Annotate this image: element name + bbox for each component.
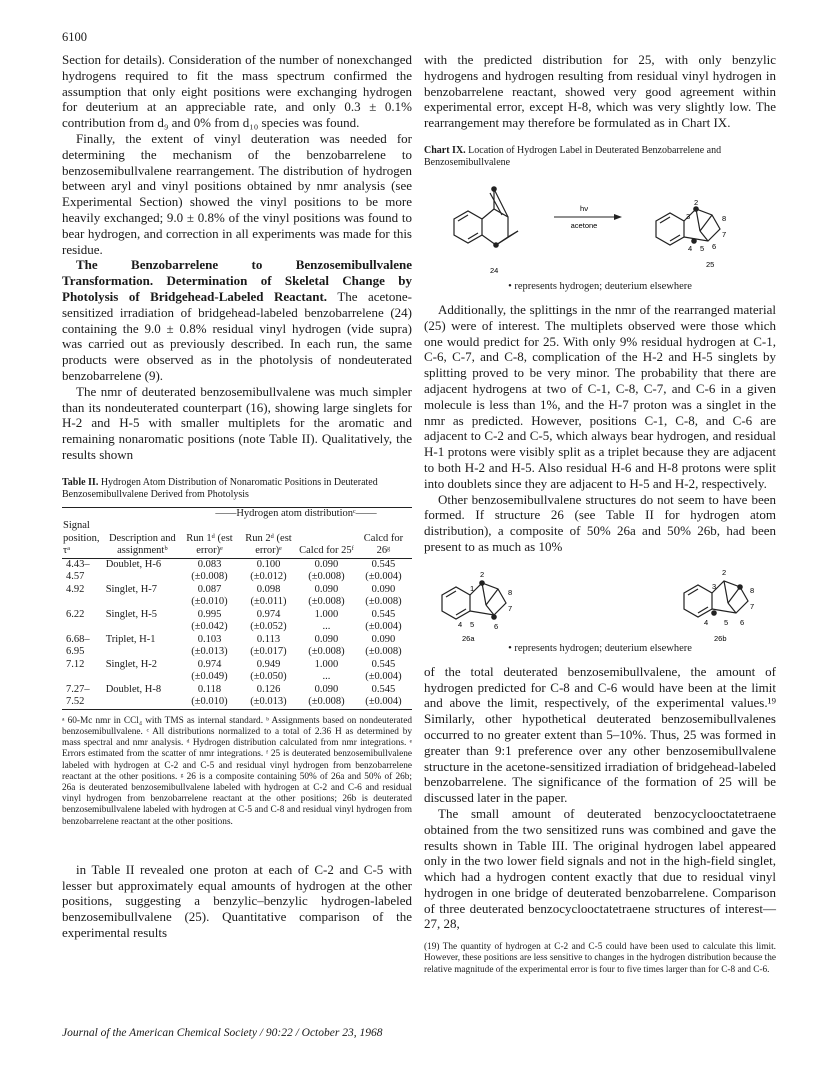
table-cell: Singlet, H-2 [105, 658, 158, 670]
table-cell: (±0.008) [191, 571, 228, 583]
page-number: 6100 [62, 30, 87, 44]
table-row [62, 558, 412, 571]
table-cell: 0.098 [256, 583, 281, 595]
svg-text:2: 2 [722, 567, 727, 577]
table-row [62, 696, 412, 709]
svg-text:5: 5 [470, 619, 475, 629]
table-cell: ... [322, 671, 331, 683]
table-cell: (±0.013) [239, 696, 298, 709]
table-cell: 0.118 [197, 683, 222, 695]
table-cell: 1.000 [314, 608, 339, 620]
table-cell: 0.103 [197, 633, 222, 645]
table-cell: (±0.008) [365, 646, 402, 658]
table-cell: 0.090 [314, 558, 339, 570]
table-cell: (±0.049) [191, 671, 228, 683]
table-row [62, 609, 412, 622]
table-cell: (±0.008) [298, 696, 355, 709]
table-cell: (±0.004) [365, 671, 402, 683]
chart-ix [424, 171, 776, 281]
table-cell: 0.974 [197, 658, 222, 670]
table-cell: 0.126 [256, 683, 281, 695]
svg-text:8: 8 [722, 213, 727, 223]
table-cell [105, 646, 180, 659]
benzobarrelene-structure [454, 187, 518, 247]
table-row [62, 671, 412, 684]
svg-text:8: 8 [508, 587, 513, 597]
table-cell: 0.545 [371, 683, 396, 695]
table-cell [105, 671, 180, 684]
paragraph: The nmr of deuterated benzosemibullvalene was much simpler than its nondeuterated counterpart (16), showing large singlets for H-2 and H-5 with smaller multiplets for the aromatic and remaining nonaromatic positions (note Table II). Qualitatively, the results shown [62, 383, 412, 462]
svg-text:5: 5 [700, 243, 705, 253]
structures-26 [424, 561, 776, 643]
table-row [62, 596, 412, 609]
table-row [62, 621, 412, 634]
table-cell: (±0.004) [355, 696, 412, 709]
svg-text:6: 6 [494, 621, 499, 631]
table-cell: 7.12 [66, 658, 85, 670]
table-cell: ... [322, 621, 331, 633]
table-cell: 0.090 [371, 583, 396, 595]
hydrogen-distribution-table [62, 507, 412, 710]
section-paragraph [62, 257, 412, 383]
svg-text:7: 7 [750, 601, 755, 611]
arrow-label-bottom: acetone [570, 220, 598, 230]
table-cell: 7.52 [62, 696, 105, 709]
table-cell: 1.000 [314, 658, 339, 670]
table-caption-text: Hydrogen Atom Distribution of Nonaromatic Positions in Deuterated Benzosemibullvalene Derived from Photolysis [62, 476, 378, 500]
journal-footer: Journal of the American Chemical Society / 90:22 / October 23, 1968 [62, 1027, 383, 1039]
table-header: Calcd for 25ᶠ [298, 520, 355, 558]
paragraph: in Table II revealed one proton at each of C-2 and C-5 with lesser but approximately equal amounts of hydrogen at the other positions, suggesting a benzylic–benzylic hydrogen-labeled benzosemibullvalene (25). Quantitative comparison of the experimental results [62, 861, 412, 940]
table-cell: 0.949 [256, 658, 281, 670]
table-body [62, 558, 412, 709]
table-cell [105, 571, 180, 584]
paragraph: Other benzosemibullvalene structures do not seem to have been formed. If structure 26 (see Table II for hydrogen atom distribution), a composite of 50% 26a and 50% 26b, had been present to as much as 10% [424, 491, 776, 554]
svg-text:7: 7 [508, 603, 513, 613]
table-cell: 0.090 [314, 683, 339, 695]
arrow-label-top: hν [580, 203, 588, 213]
table-row [62, 659, 412, 672]
table-cell: (±0.017) [250, 646, 287, 658]
table-cell: 0.100 [256, 558, 281, 570]
table-cell: 6.22 [66, 608, 85, 620]
table-row [62, 571, 412, 584]
table-cell: 4.43– [66, 558, 90, 570]
footnote: (19) The quantity of hydrogen at C-2 and C-5 could have been used to calculate this limit. However, these positions are less sensitive to changes in the hydrogen distribution because the relative magnitude of the experimental error is four to five times larger than for C-8 and C-6. [424, 942, 776, 975]
table-cell: 6.68– [66, 633, 90, 645]
paragraph: Additionally, the splittings in the nmr of the rearranged material (25) were of interest. The multiplets observed were those which one would predict for 25. With only 9% residual hydrogen at C-1, C-6, C-7, and C-8, complication of the H-2 and H-5 singlets by splitting proved to be very minor. The probability that there are adjacent hydrogens at two of C-1, C-8, C-7, and C-6 in a given molecule is less than 1%, and the H-7 proton was a singlet in the nmr as predicted. However, positions C-1, C-8, and C-6 are adjacent to C-2 and C-5, which always bear hydrogen, and residual H-1 protons were visibly split as a triplet because they are adjacent to both H-2 and H-5. Also residual H-6 and H-8 protons were split into doublets since they are adjacent to H-5 and H-2, respectively. [424, 301, 776, 491]
compound-label: 26b [714, 633, 727, 643]
table-cell: (±0.008) [365, 596, 402, 608]
section-heading: The Benzobarrelene to Benzosemibullvalene Transformation. Determination of Skeletal Change by Photolysis of Bridgehead-Labeled Reactant. [62, 257, 412, 304]
paragraph: Finally, the extent of vinyl deuteration was needed for determining the mechanism of the benzobarrelene to benzosemibullvalene rearrangement. The distribution of hydrogen between aryl and vinyl positions obtained by nmr analysis (see Experimental Section) showed the vinyl positions to be more heavily exchanged; 9.0 ± 0.8% of the vinyl positions was found to bear hydrogen, and correction in all experiments was made for this residue. [62, 130, 412, 257]
table-cell: 0.545 [371, 658, 396, 670]
table-cell: (±0.013) [191, 646, 228, 658]
table-cell: 0.083 [197, 558, 222, 570]
table-header: Signal position, τᵃ [62, 520, 105, 558]
svg-text:4: 4 [458, 619, 463, 629]
svg-text:1: 1 [470, 583, 475, 593]
svg-text:7: 7 [722, 229, 727, 239]
table-cell: 0.113 [256, 633, 281, 645]
table-cell: Singlet, H-7 [105, 583, 158, 595]
paragraph: The small amount of deuterated benzocyclooctatetraene obtained from the two sensitized runs was combined and gave the results shown in Table III. The original hydrogen label appeared only in the two lower field signals and not in the high-field singlet, which had a hydrogen content exactly that due to residual vinyl hydrogen in one bridge of deuterated benzobarrelene. Comparison of three deuterated benzocyclooctatetraene structures of interest—27, 28, [424, 805, 776, 932]
paragraph: of the total deuterated benzosemibullvalene, the amount of hydrogen predicted for C-8 and C-6 would have been at the limit and above the limit, respectively, of the experimental values.¹⁹ Similarly, other hypothetical deuterated benzosemibullvalenes occurred to no greater extent than 5–10%. Thus, 25 was formed in greater than 9:1 preference over any other benzosemibullvalene structure in the acetone-sensitized irradiation of bridgehead-labeled benzobarrelene. The significance of the formation of 25 will be discussed later in the paper. [424, 663, 776, 806]
table-header: Run 1ᵈ (est error)ᵉ [180, 520, 239, 558]
table-cell [62, 596, 105, 609]
table-header: Calcd for 26ᵍ [355, 520, 412, 558]
table-cell: (±0.004) [365, 571, 402, 583]
table-cell: 0.090 [314, 633, 339, 645]
table-row [62, 646, 412, 659]
table-cell: Doublet, H-6 [105, 558, 162, 570]
table-cell: 4.92 [66, 583, 85, 595]
chart-caption-text: Location of Hydrogen Label in Deuterated Benzobarrelene and Benzosemibullvalene [424, 144, 722, 168]
structures-26-drawing [424, 561, 776, 643]
svg-text:8: 8 [750, 585, 755, 595]
table-cell: (±0.008) [308, 571, 345, 583]
svg-text:4: 4 [688, 243, 693, 253]
table-cell: (±0.012) [250, 571, 287, 583]
table-cell [105, 696, 180, 709]
table-cell [62, 621, 105, 634]
reaction-scheme [424, 171, 776, 281]
compound-label: 26a [462, 633, 475, 643]
svg-text:2: 2 [694, 197, 699, 207]
paragraph: Section for details). Consideration of the number of nonexchanged hydrogens required to fit the mass spectrum confirmed the assumption that only eight positions were exchanging hydrogen for deuterium at an appreciable rate, and only 0.3 ± 0.1% contribution from d₉ and 0% from d₁₀ species was found. [62, 52, 412, 131]
chart-caption [424, 145, 776, 169]
left-column [62, 52, 412, 941]
table-header: Description and assignmentᵇ [105, 520, 180, 558]
table-row [62, 584, 412, 597]
table-caption [62, 477, 412, 501]
table-cell: Singlet, H-5 [105, 608, 158, 620]
svg-text:3: 3 [686, 211, 691, 221]
table-cell: 4.57 [66, 571, 85, 583]
table-row [62, 634, 412, 647]
table-caption-label: Table II. [62, 476, 99, 488]
table-cell: 0.090 [314, 583, 339, 595]
chart-caption-label: Chart IX. [424, 144, 466, 156]
chart-legend: • represents hydrogen; deuterium elsewhere [508, 280, 692, 292]
table-cell: 0.087 [197, 583, 222, 595]
svg-text:5: 5 [724, 617, 729, 627]
right-column [424, 52, 776, 976]
table-cell: (±0.008) [308, 596, 345, 608]
table-row [62, 684, 412, 697]
table-cell: (±0.010) [180, 696, 239, 709]
structures-legend: • represents hydrogen; deuterium elsewhere [508, 642, 692, 654]
svg-text:4: 4 [704, 617, 709, 627]
svg-text:3: 3 [712, 581, 717, 591]
table-cell: 0.974 [256, 608, 281, 620]
compound-label: 24 [490, 265, 499, 275]
table-cell: 6.95 [66, 646, 85, 658]
table-cell [105, 621, 180, 634]
table-cell: Triplet, H-1 [105, 633, 156, 645]
table-cell: 0.995 [197, 608, 222, 620]
svg-text:6: 6 [740, 617, 745, 627]
table-cell: (±0.011) [250, 596, 287, 608]
table-cell: 0.545 [371, 608, 396, 620]
table-cell: 0.545 [371, 558, 396, 570]
table-notes: ᵃ 60-Mc nmr in CCl₄ with TMS as internal standard. ᵇ Assignments based on nondeuterated benzosemibullvalene. ᶜ All distributions normalized to a total of 2.36 H as determined by mass spectral and nmr analysis. ᵈ Hydrogen distribution calculated from nmr integrations. ᵉ Errors estimated from the scatter of nmr integrations. ᶠ 25 is deuterated benzosemibullvalene labeled with hydrogen at C-2 and C-5 and residual vinyl hydrogen from benzobarrelene reactant at the other positions. ᵍ 26 is a composite containing 50% of 26a and 50% of 26b; 26a is deuterated benzosemibullvalene labeled with hydrogen at C-2 and C-6 and residual vinyl hydrogen from benzobarrelene reactant at the other positions; 26b is deuterated benzosemibullvalene labeled with hydrogen at C-5 and C-8 and residual vinyl hydrogen from benzobarrelene reactant at the other positions. [62, 715, 412, 827]
table-cell: 7.27– [66, 683, 90, 695]
table-cell [105, 596, 180, 609]
table-cell: 0.090 [371, 633, 396, 645]
paragraph-text: The acetone-sensitized irradiation of bridgehead-labeled benzobarrelene (24) containing the 9.0 ± 0.8% residual vinyl hydrogen (vide supra) was carried out as previously described. In each run, the same products were observed as in the photolysis of nondeuterated benzobarrelene (9). [62, 288, 413, 383]
compound-label: 25 [706, 259, 715, 269]
table-cell: (±0.004) [365, 621, 402, 633]
table-header: Run 2ᵈ (est error)ᵉ [239, 520, 298, 558]
table-span-header: ——Hydrogen atom distributionᶜ—— [215, 507, 377, 519]
table-cell: (±0.008) [308, 646, 345, 658]
table-cell: (±0.042) [191, 621, 228, 633]
svg-text:6: 6 [712, 241, 717, 251]
table-cell: (±0.050) [250, 671, 287, 683]
arrow-head [614, 214, 622, 220]
table-cell: (±0.052) [250, 621, 287, 633]
table-cell: (±0.010) [191, 596, 228, 608]
table-cell [62, 671, 105, 684]
svg-text:2: 2 [480, 569, 485, 579]
table-cell: Doublet, H-8 [105, 683, 162, 695]
paragraph: with the predicted distribution for 25, with only benzylic hydrogens and hydrogen resulting from residual vinyl hydrogen in benzobarrelene reactant, showed very good agreement within experimental error, except H-8, which was very slightly low. The rearrangement may therefore be formulated as in Chart IX. [424, 52, 776, 131]
